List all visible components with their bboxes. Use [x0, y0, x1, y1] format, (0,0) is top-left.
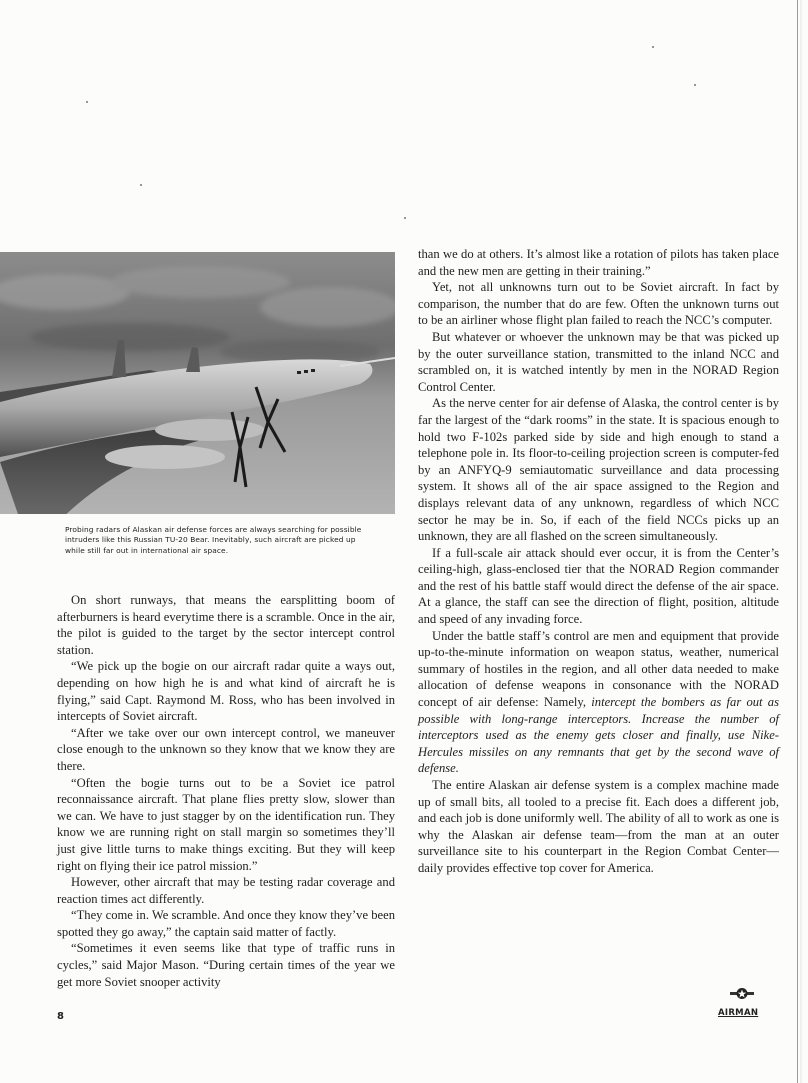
paragraph: Yet, not all unknowns turn out to be Soviet aircraft. In fact by comparison, the number that do are few. Often the unknown turns out to be an airliner whose flight plan failed to reach the NCC’s computer. [418, 280, 779, 328]
paragraph: On short runways, that means the earsplitting boom of afterburners is heard everytime there is a scramble. Once in the air, the pilot is guided to the target by the sector intercept control station. [57, 593, 395, 657]
scan-speck [652, 46, 654, 48]
photo-caption: Probing radars of Alaskan air defense forces are always searching for possible intruders like this Russian TU-20 Bear. Inevitably, such aircraft are picked up while still far out in international air space. [65, 525, 362, 555]
article-left-column [57, 592, 395, 990]
paragraph: “After we take over our own intercept control, we maneuver close enough to the unknown so they know that we know they are there. [57, 725, 395, 773]
paragraph: As the nerve center for air defense of Alaska, the control center is by far the largest of the “dark rooms” in the state. It is spacious enough to hold two F-102s parked side by side and high enough to stand a telephone pole in. Its floor-to-ceiling projection screen is computer-fed by an ANFYQ-9 semiautomatic surveillance and data processing system. It shows all of the air space assigned to the Region and displays relevant data of any unknown, regardless of which NCC sector he may be in. So, if each of the field NCCs picks up an unknown, they are all flashed on the screen simultaneously. [418, 396, 779, 544]
paragraph: “They come in. We scramble. And once they know they’ve been spotted they go away,” the captain said matter of factly. [57, 908, 395, 939]
paragraph-closing: The entire Alaskan air defense system is a complex machine made up of small bits, all tooled to a precise fit. Each does a different job, and each job is done uniformly well. The ability of all to work as one is why the Alaskan air defense team—from the man at an outer surveillance site to his counterpart in the Region Combat Center—daily provides effective top cover for America. [418, 778, 779, 875]
engine-nacelle [155, 419, 265, 441]
magazine-name: AIRMAN [718, 1008, 759, 1018]
paragraph: However, other aircraft that may be testing radar coverage and reaction times act differently. [57, 875, 395, 906]
paragraph: “Often the bogie turns out to be a Soviet ice patrol reconnaissance aircraft. That plane flies pretty slow, slower than we can. We have to just stagger by on the identification run. They know we are running right on stall margin so sometimes they’ll just give little turns to make things exciting. But they will keep right on flying their ice patrol mission.” [57, 775, 395, 873]
tu20-bear-illustration [0, 252, 395, 520]
paragraph: “Sometimes it even seems like that type of traffic runs in cycles,” said Major Mason. “During certain times of the year we get more Soviet snooper activity [57, 941, 395, 989]
article-right-column [418, 246, 779, 877]
paragraph: But whatever or whoever the unknown may be that was picked up by the outer surveillance station, transmitted to the inland NCC and scrambled on, it is watched intently by men in the NORAD Region Control Center. [418, 329, 779, 394]
concept-italic: intercept the bombers as far out as possible with long-range interceptors. Increase the number of interceptors used as the enemy gets closer and finally, use Nike-Hercules missiles on any remnants that get by the second wave of defense. [418, 695, 779, 776]
scan-speck [404, 217, 406, 219]
paragraph: If a full-scale air attack should ever occur, it is from the Center’s ceiling-high, glass-enclosed tier that the NORAD Region commander and the rest of his battle staff would direct the defense of the air space. At a glance, the staff can see the direction of flight, position, altitude and speed of any invading force. [418, 545, 779, 627]
concept-intro: Under the battle staff’s control are men and equipment that provide up-to-the-minute information on weapon status, weather, numerical summary of hostiles in the region, and all other data needed to make allocation of defense weapons in consonance with the NORAD concept of air defense: Namely, [418, 628, 779, 710]
scan-speck [140, 184, 142, 186]
page-edge-line [797, 0, 798, 1083]
paragraph-norad-concept [418, 628, 779, 777]
paragraph-continuation: than we do at others. It’s almost like a rotation of pilots has taken place and the new men are getting in their training.” [418, 247, 779, 278]
engine-nacelle [105, 445, 225, 469]
aircraft-photo [0, 252, 395, 520]
scan-speck [86, 101, 88, 103]
scan-speck [694, 84, 696, 86]
paragraph: “We pick up the bogie on our aircraft radar quite a ways out, depending on how high he is and what kind of aircraft he is flying,” said Capt. Raymond M. Ross, who has been involved in intercepts of Soviet aircraft. [57, 659, 395, 724]
usaf-roundel-icon [729, 986, 755, 1000]
page-number: 8 [57, 1011, 64, 1022]
page-edge-shadow [800, 0, 803, 1083]
